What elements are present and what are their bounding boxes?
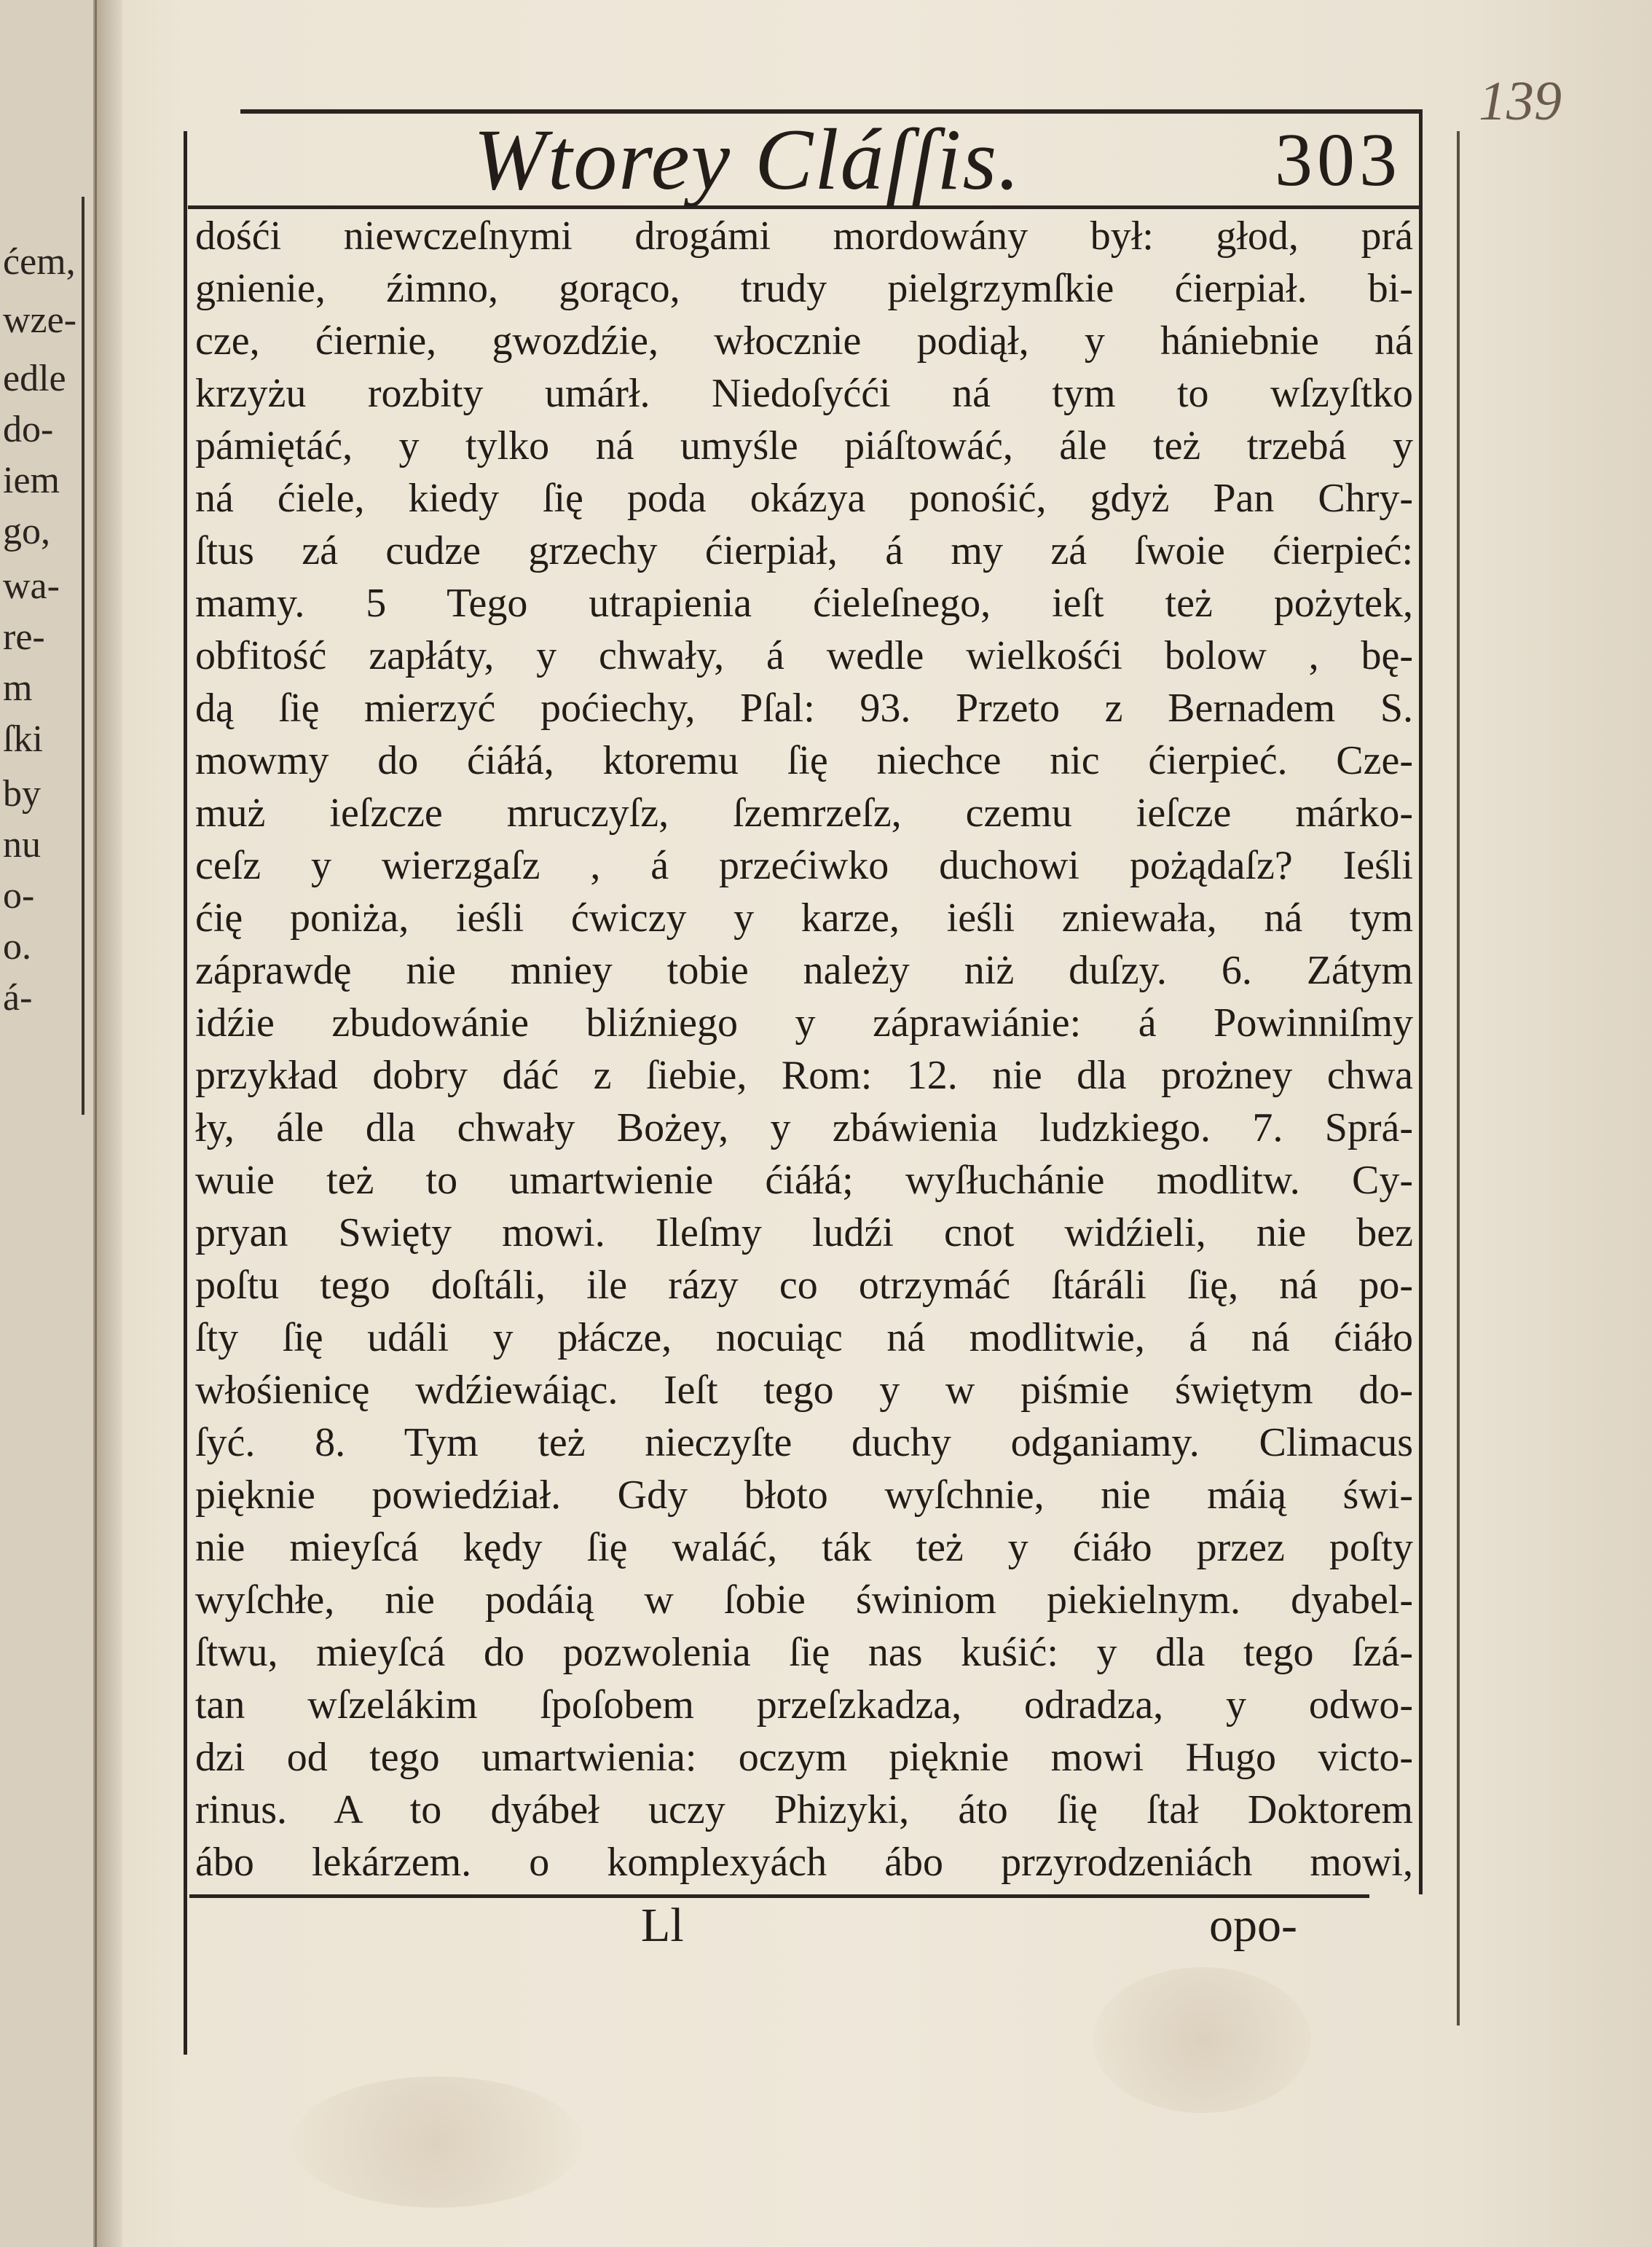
text-line: cze, ćiernie, gwozdźie, włocznie podiął, y hániebnie ná [195,318,1413,364]
text-line: dzi od tego umartwienia: oczym pięknie mowi Hugo victo- [195,1735,1413,1780]
handwritten-folio-number: 139 [1479,71,1562,132]
text-line: nie mieyſcá kędy ſię waláć, ták też y ćiáło przez poſty [195,1525,1413,1570]
text-line: rinus. A to dyábeł uczy Phizyki, áto ſię ſtał Doktorem [195,1787,1413,1832]
catchword: opo- [1209,1899,1297,1952]
frame-bottom-rule [189,1894,1369,1898]
text-line: pryan Swięty mowi. Ileſmy ludźi cnot widźieli, nie bez [195,1210,1413,1255]
facing-page-rule [82,197,84,1115]
facing-page-fragment: re- [3,616,45,658]
text-line: idźie zbudowánie bliźniego y záprawiánie: á Powinniſmy [195,1000,1413,1046]
text-line: wyſchłe, nie podáią w ſobie świniom piekielnym. dyabel- [195,1577,1413,1623]
facing-page-fragment: ſki [3,718,43,760]
text-line: pámiętáć, y tylko ná umyśle piáſtowáć, ále też trzebá y [195,423,1413,468]
facing-page-fragment: wa- [3,565,60,607]
facing-page-fragment: o- [3,875,35,917]
text-line: tan wſzelákim ſpoſobem przeſzkadza, odradza, y odwo- [195,1682,1413,1728]
text-line: záprawdę nie mniey tobie należy niż duſzy. 6. Zátym [195,948,1413,993]
text-line: dą ſię mierzyć poćiechy, Pſal: 93. Przeto z Bernadem S. [195,686,1413,731]
text-line: pięknie powiedźiał. Gdy błoto wyſchnie, nie máią świ- [195,1472,1413,1518]
text-line: ſtwu, mieyſcá do pozwolenia ſię nas kuśić: y dla tego ſzá- [195,1630,1413,1675]
page-number: 303 [1275,118,1401,202]
text-line: przykład dobry dáć z ſiebie, Rom: 12. nie dla prożney chwa [195,1053,1413,1098]
facing-page-fragment: do- [3,409,54,450]
paper-stain [291,2077,583,2208]
book-gutter-shadow [93,0,122,2247]
facing-page-fragment: á- [3,977,33,1019]
facing-page-fragment: go, [3,511,50,552]
text-line: obfitość zapłáty, y chwały, á wedle wielkośći bolow , bę- [195,633,1413,678]
text-line: gnienie, źimno, gorąco, trudy pielgrzymſkie ćierpiał. bi- [195,266,1413,311]
text-line: ábo lekárzem. o komplexyách ábo przyrodzeniách mowi, [195,1840,1413,1885]
signature-mark: Ll [641,1899,684,1952]
text-line: ſyć. 8. Tym też nieczyſte duchy odganiamy. Climacus [195,1420,1413,1465]
text-line: ſty ſię událi y płácze, nocuiąc ná modlitwie, á ná ćiáło [195,1315,1413,1360]
facing-page-fragment: iem [3,460,60,501]
text-line: ćię poniża, ieśli ćwiczy y karze, ieśli zniewała, ná tym [195,895,1413,941]
facing-page-fragment: nu [3,824,41,866]
facing-page-fragment: m [3,667,33,709]
body-text [195,210,1413,1889]
facing-page-fragment: wze- [3,299,77,341]
text-line: wuie też to umartwienie ćiáłá; wyſłuchánie modlitw. Cy- [195,1158,1413,1203]
frame-left-rule [184,131,187,2055]
paper-stain [1093,1967,1311,2113]
text-line: mowmy do ćiáłá, ktoremu ſię niechce nic ćierpieć. Cze- [195,738,1413,783]
text-line: ceſz y wierzgaſz , á przećiwko duchowi pożądaſz? Ieśli [195,843,1413,888]
running-head: Wtorey Cláſſis. [473,111,1022,208]
text-line: ły, ále dla chwały Bożey, y zbáwienia ludzkiego. 7. Sprá- [195,1105,1413,1150]
outer-right-rule [1457,131,1460,2026]
facing-page-edge [0,0,97,2247]
text-line: krzyżu rozbity umárł. Niedoſyćći ná tym to wſzyſtko [195,371,1413,416]
text-line: poſtu tego doſtáli, ile rázy co otrzymáć ſtáráli ſię, ná po- [195,1263,1413,1308]
text-line: ná ćiele, kiedy ſię poda okázya ponośić, gdyż Pan Chry- [195,476,1413,521]
frame-right-rule [1419,109,1423,1894]
facing-page-fragment: edle [3,358,66,399]
facing-page-fragment: by [3,773,41,815]
facing-page-fragment: ćem, [3,241,76,283]
text-line: włośienicę wdźiewáiąc. Ieſt tego y w piśmie świętym do- [195,1368,1413,1413]
facing-page-fragment: o. [3,926,31,968]
text-line: ſtus zá cudze grzechy ćierpiał, á my zá ſwoie ćierpieć: [195,528,1413,573]
text-line: dośći niewczeſnymi drogámi mordowány był: głod, prá [195,213,1413,259]
text-line: mamy. 5 Tego utrapienia ćieleſnego, ieſt też pożytek, [195,581,1413,626]
text-line: muż ieſzcze mruczyſz, ſzemrzeſz, czemu ieſcze márko- [195,791,1413,836]
